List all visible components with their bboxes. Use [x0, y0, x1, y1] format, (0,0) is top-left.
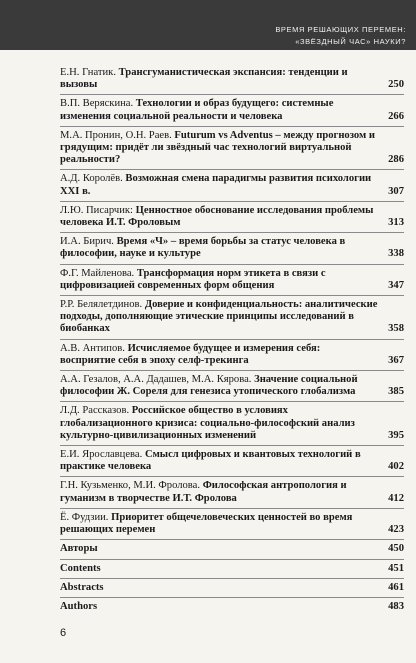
toc-entry-page: 395: [388, 429, 404, 441]
toc-entry-authors: Е.Н. Гнатик.: [60, 67, 116, 78]
toc-entry-authors: И.А. Бирич.: [60, 236, 114, 248]
toc-entry-title: Смысл цифровых и квантовых технологий в практике человека: [60, 449, 361, 473]
toc-section-title: Авторы: [60, 543, 98, 555]
toc-entry-authors: М.А. Пронин, О.Н. Раев.: [60, 129, 172, 141]
toc-entry-title: Ценностное обоснование исследования проблемы человека И.Т. Фроловым: [60, 204, 374, 229]
toc-entry-title: Философская антропология и гуманизм в творчестве И.Т. Фролова: [60, 480, 347, 504]
toc-entry-page: 266: [388, 110, 404, 122]
toc-entry[interactable]: [60, 126, 404, 170]
running-header: [0, 0, 416, 50]
toc-entry-page: 412: [388, 492, 404, 504]
toc-entry[interactable]: [60, 94, 404, 125]
table-of-contents: [60, 64, 404, 616]
toc-entry-title: Приоритет общечеловеческих ценностей во время решающих перемен: [60, 511, 353, 536]
toc-entry-page: 286: [388, 154, 404, 166]
page-number: 6: [60, 627, 67, 639]
toc-entry[interactable]: [60, 370, 404, 401]
toc-entry[interactable]: [60, 476, 404, 507]
toc-entry-page: 367: [388, 354, 404, 366]
toc-entry[interactable]: [60, 232, 404, 263]
running-header-line-1: ВРЕМЯ РЕШАЮЩИХ ПЕРЕМЕН:: [275, 25, 406, 34]
toc-section-contents[interactable]: [60, 559, 404, 578]
toc-entry-page: 338: [388, 248, 404, 260]
toc-entry[interactable]: [60, 339, 404, 370]
toc-entry-authors: А.А. Гезалов, А.А. Дадашев, М.А. Кярова.: [60, 374, 252, 386]
toc-entry-page: 313: [388, 217, 404, 229]
toc-entry-title: Технологии и образ будущего: системные изменения социальной реальности и человека: [60, 98, 334, 122]
toc-entry-authors: Е.И. Ярославцева.: [60, 449, 143, 461]
toc-entry-title: Трансформация норм этикета в связи с цифровизацией современных форм общения: [60, 267, 326, 291]
toc-entry-authors: В.П. Веряскина.: [60, 98, 134, 110]
toc-section-authors-en[interactable]: [60, 597, 404, 616]
toc-entry-page: 423: [388, 524, 404, 536]
toc-entry-title: Время «Ч» – время борьбы за статус человека в философии, науке и культуре: [60, 236, 346, 260]
toc-entry-authors: Ф.Г. Майленова.: [60, 267, 135, 279]
toc-entry-page: 307: [388, 185, 404, 197]
toc-entry[interactable]: [60, 445, 404, 476]
toc-entry-authors: Г.Н. Кузьменко, М.И. Фролова.: [60, 480, 201, 492]
toc-entry[interactable]: [60, 508, 404, 539]
toc-entry[interactable]: [60, 201, 404, 232]
toc-entry-title: Futurum vs Adventus – между прогнозом и грядущим: придёт ли звёздный час технологий виртуальной реальности?: [60, 129, 375, 166]
toc-entry-authors: Р.Р. Белялетдинов.: [60, 299, 143, 311]
toc-entry-authors: Л.Д. Рассказов.: [60, 405, 130, 417]
toc-entry-page: 461: [388, 581, 404, 593]
toc-entry[interactable]: [60, 264, 404, 295]
toc-entry-page: 250: [388, 79, 404, 91]
toc-section-title: Authors: [60, 600, 98, 612]
toc-entry-page: 385: [388, 386, 404, 398]
toc-entry-title: Доверие и конфиденциальность: аналитические подходы, дополняющие этические принципы исследований в биобанках: [60, 299, 378, 335]
toc-entry-authors: Л.Ю. Писарчик:: [60, 204, 133, 216]
toc-entry-page: 402: [388, 461, 404, 473]
toc-section-authors-ru[interactable]: [60, 539, 404, 558]
toc-entry-title: Российское общество в условиях глобализационного кризиса: социально-философский анализ культурно-цивилизационных изменений: [60, 405, 355, 441]
toc-entry-title: Возможная смена парадигмы развития психологии XXI в.: [60, 173, 372, 197]
toc-entry-page: 347: [388, 279, 404, 291]
toc-entry-page: 358: [388, 323, 404, 335]
toc-entry-title: Исчисляемое будущее и измерения себя: восприятие себя в эпоху селф-трекинга: [60, 342, 321, 366]
toc-entry-authors: Ё. Фудзии.: [60, 511, 109, 523]
toc-entry-authors: А.Д. Королёв.: [60, 173, 123, 185]
toc-entry[interactable]: [60, 64, 404, 94]
toc-section-title: Contents: [60, 562, 101, 574]
toc-section-title: Abstracts: [60, 581, 104, 593]
toc-entry[interactable]: [60, 295, 404, 339]
toc-entry-page: 483: [388, 600, 404, 612]
toc-section-abstracts[interactable]: [60, 578, 404, 597]
toc-entry-page: 451: [388, 562, 404, 574]
toc-entry-page: 450: [388, 543, 404, 555]
toc-entry[interactable]: [60, 169, 404, 200]
running-header-line-2: «ЗВЁЗДНЫЙ ЧАС» НАУКИ?: [295, 37, 406, 46]
toc-entry[interactable]: [60, 401, 404, 445]
toc-entry-title: Значение социальной философии Ж. Сореля для генезиса утопического глобализма: [60, 374, 358, 398]
toc-entry-authors: А.В. Антипов.: [60, 342, 125, 354]
toc-entry-title: Трансгуманистическая экспансия: тенденции и вызовы: [60, 67, 348, 91]
